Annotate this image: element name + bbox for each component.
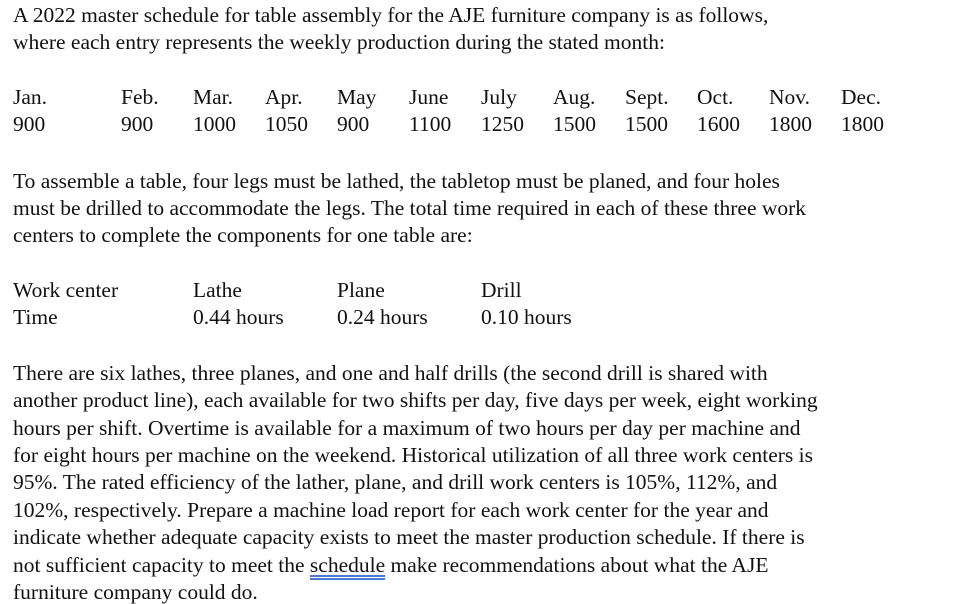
time-plane: 0.24 hours (337, 305, 428, 329)
month-jul: July (481, 85, 517, 109)
month-dec: Dec. (841, 85, 881, 109)
month-nov: Nov. (769, 85, 811, 109)
assembly-line-2: must be drilled to accommodate the legs. The total time required in each of these three work (13, 196, 807, 220)
capacity-line-2: another product line), each available for two shifts per day, five days per week, eight working (13, 388, 818, 412)
capacity-line-5: 95%. The rated efficiency of the lather, plane, and drill work centers is 105%, 112%, and (13, 470, 778, 494)
work-center-header: Work center (13, 278, 119, 302)
work-center-drill: Drill (481, 278, 522, 302)
time-drill: 0.10 hours (481, 305, 572, 329)
value-nov: 1800 (769, 112, 812, 136)
month-sep: Sept. (625, 85, 669, 109)
month-apr: Apr. (265, 85, 303, 109)
value-aug: 1500 (553, 112, 596, 136)
capacity-line-3: hours per shift. Overtime is available for a maximum of two hours per day per machine and (13, 416, 801, 440)
value-jan: 900 (13, 112, 46, 136)
capacity-line-8 (13, 555, 768, 577)
month-mar: Mar. (193, 85, 234, 109)
value-sep: 1500 (625, 112, 668, 136)
value-apr: 1050 (265, 112, 308, 136)
value-oct: 1600 (697, 112, 740, 136)
work-center-plane: Plane (337, 278, 385, 302)
capacity-line-6: 102%, respectively. Prepare a machine load report for each work center for the year and (13, 498, 769, 522)
month-feb: Feb. (121, 85, 159, 109)
value-jun: 1100 (409, 112, 452, 136)
capacity-line-8-start: not sufficient capacity to meet the (13, 553, 310, 577)
month-oct: Oct. (697, 85, 734, 109)
capacity-line-9: furniture company could do. (13, 580, 258, 604)
value-may: 900 (337, 112, 370, 136)
value-dec: 1800 (841, 112, 884, 136)
intro-line-1: A 2022 master schedule for table assembly for the AJE furniture company is as follows, (13, 3, 769, 27)
value-feb: 900 (121, 112, 154, 136)
capacity-line-4: for eight hours per machine on the weekend. Historical utilization of all three work centers is (13, 443, 814, 467)
work-center-lathe: Lathe (193, 278, 242, 302)
capacity-line-8-end: make recommendations about what the AJE (385, 553, 769, 577)
time-lathe: 0.44 hours (193, 305, 284, 329)
schedule-word: schedule (309, 553, 386, 577)
month-aug: Aug. (553, 85, 596, 109)
month-jan: Jan. (13, 85, 48, 109)
month-may: May (337, 85, 377, 109)
assembly-line-3: centers to complete the components for one table are: (13, 223, 473, 247)
assembly-line-1: To assemble a table, four legs must be lathed, the tabletop must be planed, and four holes (13, 169, 780, 193)
capacity-line-1: There are six lathes, three planes, and one and half drills (the second drill is shared with (13, 361, 768, 385)
intro-line-2: where each entry represents the weekly production during the stated month: (13, 30, 665, 54)
value-mar: 1000 (193, 112, 236, 136)
time-label: Time (13, 305, 58, 329)
month-jun: June (409, 85, 449, 109)
value-jul: 1250 (481, 112, 524, 136)
capacity-line-7: indicate whether adequate capacity exists to meet the master production schedule. If there is (13, 525, 805, 549)
